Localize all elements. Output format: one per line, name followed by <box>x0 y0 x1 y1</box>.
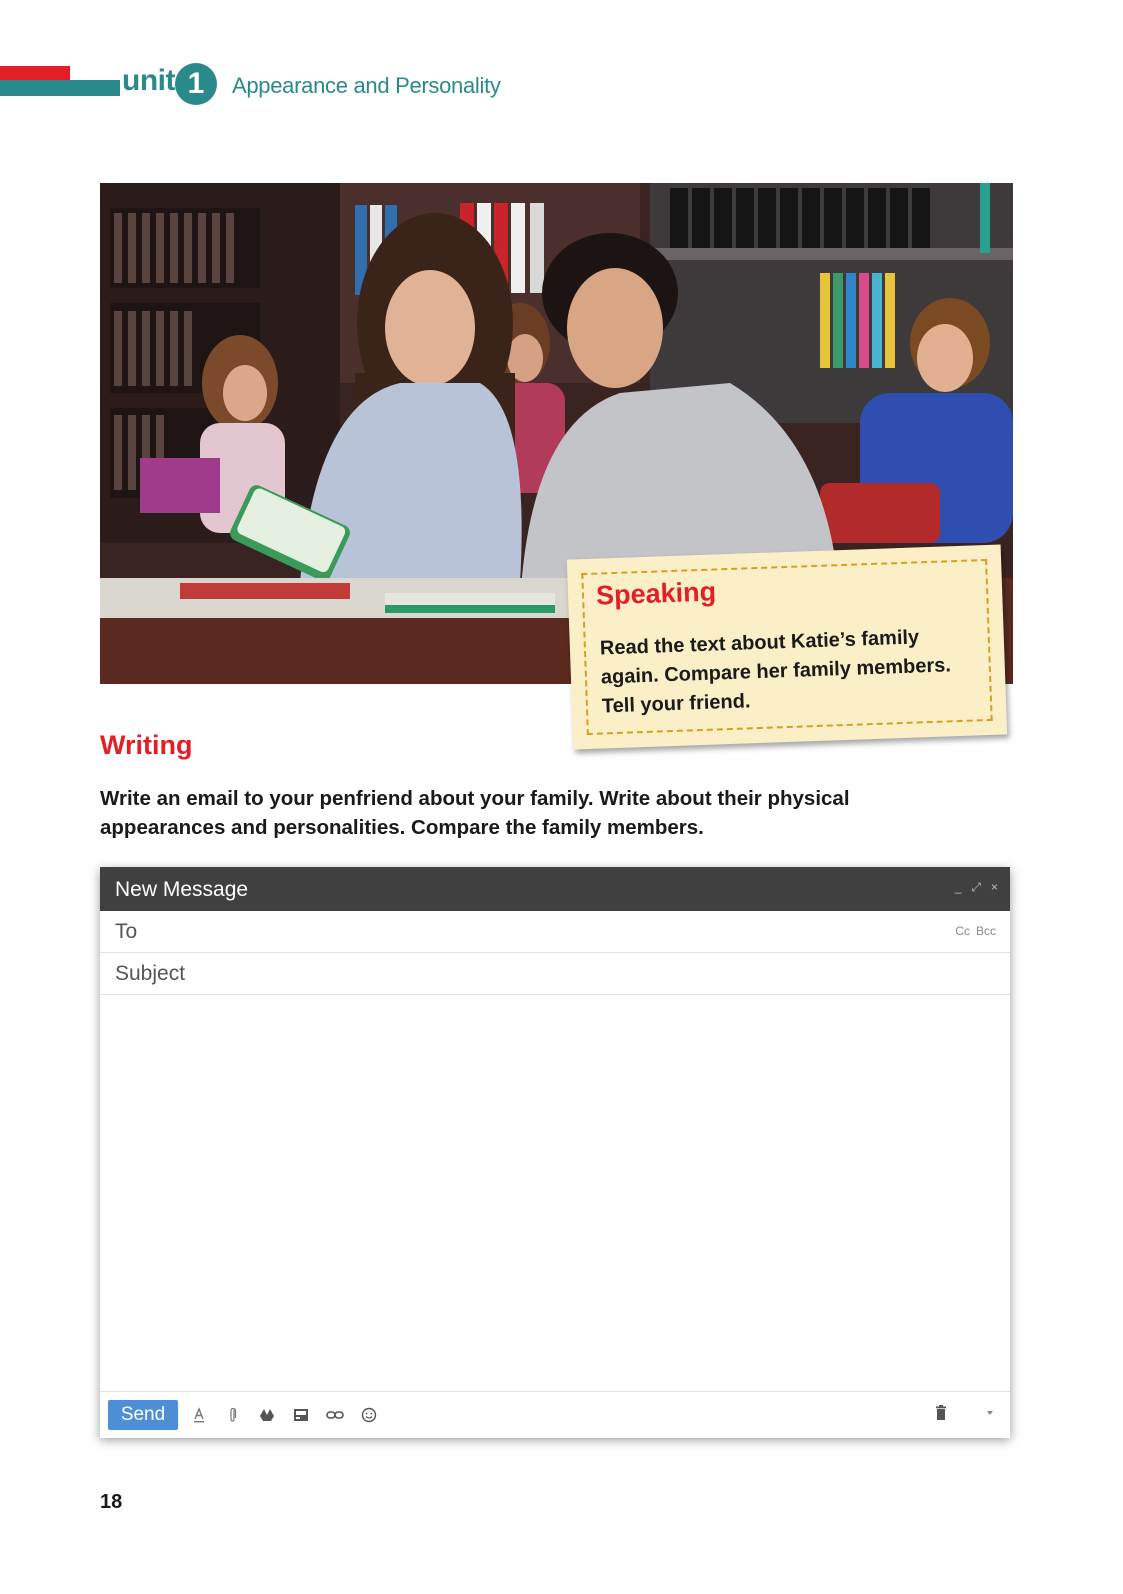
text-format-icon[interactable] <box>190 1404 208 1426</box>
speaking-instructions: Read the text about Katie’s family again. Compare her family members. Tell your friend. <box>599 626 952 718</box>
subject-label: Subject <box>115 962 186 985</box>
message-body[interactable] <box>100 995 1010 1391</box>
speaking-title: Speaking <box>595 576 717 611</box>
page-number: 18 <box>100 1491 123 1513</box>
bcc-link[interactable]: Bcc <box>975 924 996 938</box>
drive-icon[interactable] <box>258 1404 276 1426</box>
email-compose-window <box>100 867 1010 1437</box>
speaking-note <box>567 544 1007 749</box>
to-label: To <box>115 920 138 943</box>
email-window-title: New Message <box>115 878 249 901</box>
cc-bcc-links <box>955 924 996 938</box>
subject-field[interactable] <box>100 953 1010 995</box>
email-toolbar <box>100 1391 1010 1438</box>
writing-title: Writing <box>100 730 193 760</box>
close-icon[interactable]: × <box>990 880 998 894</box>
send-button[interactable]: Send <box>108 1400 178 1430</box>
trash-icon[interactable] <box>934 1404 952 1426</box>
format-tools <box>190 1404 378 1426</box>
emoji-icon[interactable] <box>360 1404 378 1426</box>
window-controls <box>955 880 998 895</box>
unit-number-badge: 1 <box>175 63 217 105</box>
to-field[interactable] <box>100 911 1010 953</box>
writing-task: Write an email to your penfriend about your family. Write about their physical appearances and personalities. Compare the family members. <box>100 787 850 839</box>
cc-link[interactable]: Cc <box>955 924 970 938</box>
header-red-bar <box>0 66 70 80</box>
expand-icon[interactable]: ⤢ <box>971 880 981 894</box>
unit-word: unit <box>122 64 175 97</box>
minimize-icon[interactable]: _ <box>954 880 962 894</box>
unit-title: Appearance and Personality <box>232 73 501 98</box>
link-icon[interactable] <box>326 1404 344 1426</box>
header-teal-bar <box>0 80 120 96</box>
more-options-icon[interactable] <box>986 1405 994 1419</box>
photo-icon[interactable] <box>292 1404 310 1426</box>
email-title-bar <box>100 867 1010 911</box>
attach-icon[interactable] <box>224 1404 242 1426</box>
